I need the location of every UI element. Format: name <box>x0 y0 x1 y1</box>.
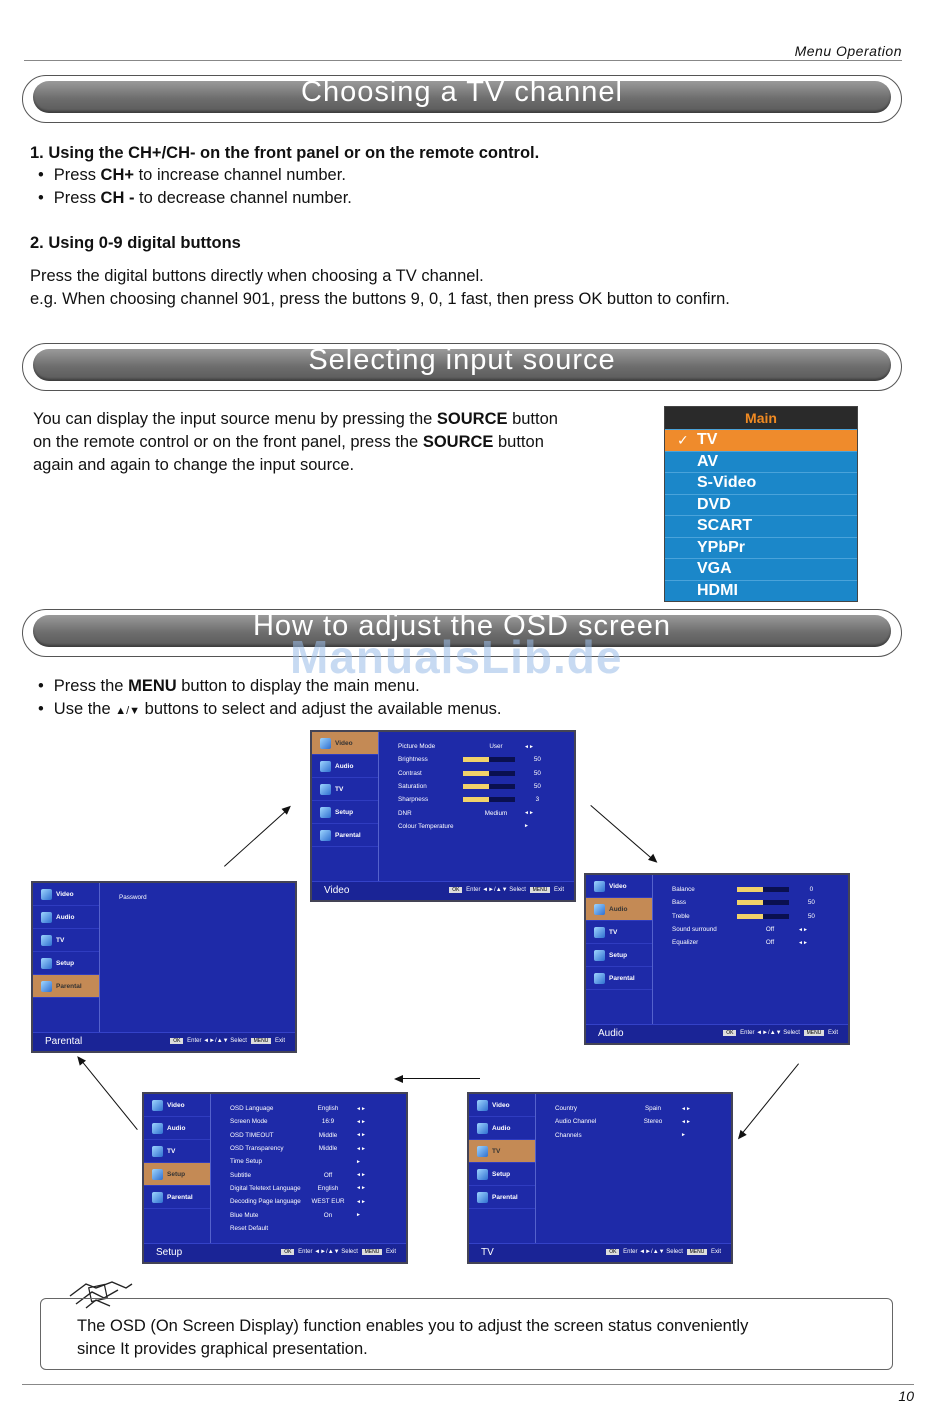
banner-title: Selecting input source <box>308 344 616 376</box>
osd-row[interactable] <box>230 1102 386 1115</box>
source-paragraph: You can display the input source menu by pressing the SOURCE button on the remote control or on the front panel, press the SOURCE button again and again to change the input source. <box>33 410 558 474</box>
osd-row-label: Brightness <box>398 756 428 764</box>
osd-menu-tv[interactable] <box>312 778 378 801</box>
osd-row-value: 50 <box>807 899 815 907</box>
audio-icon <box>477 1123 488 1134</box>
osd-menu-label: TV <box>335 785 344 793</box>
osd-row-value: 50 <box>533 756 541 764</box>
osd-menu-label: Setup <box>492 1170 511 1178</box>
osd-row-value: Off <box>323 1171 333 1179</box>
osd-row[interactable] <box>672 936 828 949</box>
osd-row[interactable] <box>672 923 828 936</box>
osd-key-hints: OK Enter ◄►/▲▼ Select MENU Exit <box>279 1249 396 1255</box>
source-item-dvd[interactable]: DVD <box>665 494 857 516</box>
source-menu-title: Main <box>665 407 857 429</box>
osd-note-box <box>40 1298 893 1370</box>
page-number: 10 <box>898 1388 914 1404</box>
osd-footer <box>469 1243 731 1262</box>
osd-slider[interactable] <box>463 797 515 802</box>
adjust-arrows-icon[interactable]: ◄► <box>356 1118 366 1125</box>
audio-icon <box>152 1123 163 1134</box>
osd-row-value: User <box>489 743 503 751</box>
parental-icon <box>41 981 52 992</box>
osd-row[interactable] <box>230 1195 386 1208</box>
osd-row-value: 3 <box>535 796 540 804</box>
osd-menu-label: Video <box>492 1101 510 1109</box>
osd-row-value: 50 <box>533 769 541 777</box>
banner-title: How to adjust the OSD screen <box>252 610 672 642</box>
setup-icon <box>152 1169 163 1180</box>
osd-row-value: 50 <box>533 783 541 791</box>
osd-row[interactable] <box>230 1155 386 1168</box>
osd-row[interactable] <box>230 1222 386 1235</box>
osd-menu-label: Audio <box>56 913 75 921</box>
setup-icon <box>594 950 605 961</box>
osd-tv-screen <box>467 1092 733 1264</box>
osd-menu-tv[interactable] <box>33 929 99 952</box>
osd-row-value: 50 <box>807 912 815 920</box>
digital-para-2: e.g. When choosing channel 901, press the buttons 9, 0, 1 fast, then press OK button to confirn. <box>30 290 730 308</box>
banner-choosing-channel <box>22 75 902 123</box>
osd-parental-screen <box>31 881 297 1053</box>
osd-footer <box>586 1024 848 1043</box>
adjust-arrows-icon[interactable]: ► <box>524 823 529 830</box>
bullet-ch-plus: • Press CH+ to increase channel number. <box>38 166 346 185</box>
osd-row-label: Sound surround <box>672 926 717 934</box>
osd-menu-video[interactable] <box>469 1094 535 1117</box>
osd-sidebar <box>144 1094 211 1244</box>
osd-menu-parental[interactable] <box>469 1186 535 1209</box>
osd-menu-label: TV <box>609 928 618 936</box>
osd-footer <box>33 1032 295 1051</box>
osd-row-value: Middle <box>318 1131 338 1139</box>
osd-menu-label: Video <box>56 890 74 898</box>
video-icon <box>320 738 331 749</box>
tv-icon <box>320 784 331 795</box>
source-item-svideo[interactable]: S-Video <box>665 472 857 494</box>
watermark: ManualsLib.de <box>290 631 623 683</box>
osd-menu-tv[interactable] <box>469 1140 535 1163</box>
osd-row[interactable] <box>230 1182 386 1195</box>
section-header: Menu Operation <box>794 43 902 59</box>
bullet-arrows: • Use the ▲/▼ buttons to select and adjust the available menus. <box>38 700 501 719</box>
tv-icon <box>477 1146 488 1157</box>
osd-content <box>555 1102 711 1142</box>
osd-video-screen <box>310 730 576 902</box>
osd-row-value: WEST EUR <box>311 1198 345 1206</box>
audio-icon <box>320 761 331 772</box>
osd-menu-parental[interactable] <box>312 824 378 847</box>
osd-menu-tv[interactable] <box>586 921 652 944</box>
audio-icon <box>41 912 52 923</box>
osd-menu-video[interactable] <box>144 1094 210 1117</box>
adjust-arrows-icon[interactable]: ◄► <box>798 939 808 946</box>
osd-audio-screen <box>584 873 850 1045</box>
osd-row[interactable] <box>398 780 554 793</box>
osd-row-value: Middle <box>318 1145 338 1153</box>
osd-menu-parental[interactable] <box>586 967 652 990</box>
osd-row-value: Off <box>765 926 775 934</box>
osd-key-hints: OK Enter ◄►/▲▼ Select MENU Exit <box>447 887 564 893</box>
osd-menu-audio[interactable] <box>312 755 378 778</box>
osd-menu-video[interactable] <box>33 883 99 906</box>
source-item-ypbpr[interactable]: YPbPr <box>665 537 857 559</box>
osd-row[interactable] <box>398 820 554 833</box>
osd-row-label: Saturation <box>398 783 427 791</box>
footer-divider <box>22 1384 914 1385</box>
adjust-arrows-icon[interactable]: ◄► <box>356 1145 366 1152</box>
osd-slider[interactable] <box>463 771 515 776</box>
osd-row-label: Contrast <box>398 769 422 777</box>
osd-row-label: Digital Teletext Language <box>230 1184 301 1192</box>
osd-row[interactable] <box>230 1142 386 1155</box>
osd-row-label: Password <box>119 894 147 902</box>
osd-row[interactable] <box>230 1129 386 1142</box>
video-icon <box>152 1100 163 1111</box>
osd-row[interactable] <box>230 1208 386 1221</box>
osd-menu-setup[interactable] <box>33 952 99 975</box>
osd-menu-audio[interactable] <box>33 906 99 929</box>
source-item-hdmi[interactable]: HDMI <box>665 580 857 602</box>
osd-slider[interactable] <box>463 757 515 762</box>
heading-ch-buttons: 1. Using the CH+/CH- on the front panel or on the remote control. <box>30 144 540 162</box>
arrow-parental-to-video <box>224 807 290 867</box>
tv-icon <box>152 1146 163 1157</box>
osd-menu-label: Parental <box>492 1193 518 1201</box>
banner-input-source <box>22 343 902 391</box>
arrow-video-to-audio <box>590 805 656 862</box>
osd-row-label: OSD Language <box>230 1105 274 1113</box>
source-item-av[interactable]: AV <box>665 451 857 473</box>
osd-menu-audio[interactable] <box>469 1117 535 1140</box>
osd-menu-label: Setup <box>609 951 628 959</box>
osd-row-label: Blue Mute <box>230 1211 259 1219</box>
osd-menu-label: Audio <box>167 1124 186 1132</box>
parental-icon <box>320 830 331 841</box>
osd-sidebar <box>312 732 379 882</box>
osd-menu-label: Video <box>335 739 353 747</box>
osd-row-value: Off <box>765 939 775 947</box>
osd-menu-setup[interactable] <box>144 1163 210 1186</box>
osd-row-label: OSD TIMEOUT <box>230 1131 274 1139</box>
osd-row[interactable] <box>230 1168 386 1181</box>
osd-row[interactable] <box>672 910 828 923</box>
tv-icon <box>41 935 52 946</box>
banner-title: Choosing a TV channel <box>301 76 623 108</box>
osd-row[interactable] <box>672 883 828 896</box>
adjust-arrows-icon[interactable]: ◄► <box>356 1185 366 1192</box>
osd-row[interactable] <box>555 1129 711 1142</box>
osd-row-label: Bass <box>672 899 686 907</box>
osd-menu-name: Audio <box>598 1028 624 1039</box>
adjust-arrows-icon[interactable]: ◄► <box>524 743 534 750</box>
osd-key-hints: OK Enter ◄►/▲▼ Select MENU Exit <box>721 1030 838 1036</box>
osd-row[interactable] <box>398 767 554 780</box>
osd-row[interactable] <box>398 806 554 819</box>
osd-menu-label: Setup <box>56 959 75 967</box>
adjust-arrows-icon[interactable]: ◄► <box>524 810 534 817</box>
adjust-arrows-icon[interactable]: ◄► <box>356 1198 366 1205</box>
digital-para-1: Press the digital buttons directly when choosing a TV channel. <box>30 267 484 285</box>
osd-row-label: Reset Default <box>230 1224 269 1232</box>
osd-row-label: Equalizer <box>672 939 699 947</box>
osd-menu-label: Audio <box>335 762 354 770</box>
osd-menu-name: TV <box>481 1247 494 1258</box>
osd-row-label: Treble <box>672 912 690 920</box>
osd-row-label: OSD Transparency <box>230 1145 284 1153</box>
osd-footer <box>312 881 574 900</box>
osd-menu-label: Audio <box>492 1124 511 1132</box>
osd-menu-label: Parental <box>56 982 82 990</box>
osd-menu-label: TV <box>56 936 65 944</box>
osd-content <box>672 883 828 949</box>
osd-menu-label: Video <box>609 882 627 890</box>
adjust-arrows-icon[interactable]: ► <box>681 1132 686 1139</box>
arrow-audio-to-tv <box>738 1063 799 1137</box>
osd-key-hints: OK Enter ◄►/▲▼ Select MENU Exit <box>604 1249 721 1255</box>
adjust-arrows-icon[interactable]: ◄► <box>356 1105 366 1112</box>
osd-menu-name: Setup <box>156 1247 183 1258</box>
adjust-arrows-icon[interactable]: ◄► <box>681 1105 691 1112</box>
source-menu <box>664 406 858 602</box>
osd-row[interactable] <box>555 1102 711 1115</box>
osd-menu-name: Video <box>324 885 350 896</box>
osd-slider[interactable] <box>737 900 789 905</box>
adjust-arrows-icon[interactable]: ◄► <box>681 1118 691 1125</box>
bullet-menu: • Press the MENU button to display the main menu. <box>38 677 420 696</box>
source-item-vga[interactable]: VGA <box>665 558 857 580</box>
video-icon <box>41 889 52 900</box>
adjust-arrows-icon[interactable]: ► <box>356 1212 361 1219</box>
arrow-setup-to-parental <box>78 1057 137 1130</box>
parental-icon <box>477 1192 488 1203</box>
setup-icon <box>477 1169 488 1180</box>
osd-row-label: Balance <box>672 886 695 894</box>
osd-row-label: Sharpness <box>398 796 429 804</box>
source-item-scart[interactable]: SCART <box>665 515 857 537</box>
osd-row-value: Medium <box>484 809 508 817</box>
osd-row-value: English <box>317 1105 339 1113</box>
osd-content <box>119 891 275 904</box>
osd-content <box>398 740 554 833</box>
osd-menu-setup[interactable] <box>312 801 378 824</box>
osd-menu-audio[interactable] <box>144 1117 210 1140</box>
osd-slider[interactable] <box>737 914 789 919</box>
osd-row[interactable] <box>119 891 275 904</box>
osd-menu-setup[interactable] <box>586 944 652 967</box>
osd-row-label: Screen Mode <box>230 1118 268 1126</box>
osd-sidebar <box>469 1094 536 1244</box>
parental-icon <box>594 973 605 984</box>
osd-menu-tv[interactable] <box>144 1140 210 1163</box>
osd-row-label: Subtitle <box>230 1171 252 1179</box>
bullet-ch-minus: • Press CH - to decrease channel number. <box>38 189 352 208</box>
osd-menu-label: Parental <box>335 831 361 839</box>
osd-row[interactable] <box>230 1115 386 1128</box>
osd-menu-audio[interactable] <box>586 898 652 921</box>
parental-icon <box>152 1192 163 1203</box>
osd-menu-label: Setup <box>167 1170 186 1178</box>
osd-row[interactable] <box>672 896 828 909</box>
osd-row-value: 0 <box>809 886 814 894</box>
osd-row-label: Time Setup <box>230 1158 262 1166</box>
setup-icon <box>320 807 331 818</box>
osd-menu-parental[interactable] <box>33 975 99 998</box>
osd-menu-parental[interactable] <box>144 1186 210 1209</box>
osd-key-hints: OK Enter ◄►/▲▼ Select MENU Exit <box>168 1038 285 1044</box>
osd-row-value: Spain <box>644 1105 662 1113</box>
adjust-arrows-icon[interactable]: ► <box>356 1158 361 1165</box>
osd-menu-label: Audio <box>609 905 628 913</box>
tv-icon <box>594 927 605 938</box>
osd-slider[interactable] <box>463 784 515 789</box>
audio-icon <box>594 904 605 915</box>
note-line-1: The OSD (On Screen Display) function enables you to adjust the screen status conveniently <box>77 1317 749 1335</box>
osd-row-value: English <box>317 1184 339 1192</box>
osd-menu-label: TV <box>492 1147 501 1155</box>
setup-icon <box>41 958 52 969</box>
osd-menu-label: Parental <box>609 974 635 982</box>
video-icon <box>594 881 605 892</box>
osd-row-value: 16:9 <box>321 1118 335 1126</box>
arrow-tv-to-setup <box>396 1078 480 1079</box>
adjust-arrows-icon[interactable]: ◄► <box>798 926 808 933</box>
osd-menu-video[interactable] <box>586 875 652 898</box>
osd-setup-screen <box>142 1092 408 1264</box>
osd-row-value: Stereo <box>643 1118 663 1126</box>
osd-sidebar <box>33 883 100 1033</box>
osd-menu-setup[interactable] <box>469 1163 535 1186</box>
adjust-arrows-icon[interactable]: ◄► <box>356 1132 366 1139</box>
osd-menu-label: Setup <box>335 808 354 816</box>
heading-digital-buttons: 2. Using 0-9 digital buttons <box>30 234 241 252</box>
header-divider <box>24 60 902 61</box>
osd-menu-label: Video <box>167 1101 185 1109</box>
osd-slider[interactable] <box>737 887 789 892</box>
osd-row-label: Decoding Page language <box>230 1198 301 1206</box>
osd-footer <box>144 1243 406 1262</box>
osd-row-label: Colour Temperature <box>398 822 454 830</box>
osd-menu-video[interactable] <box>312 732 378 755</box>
osd-row[interactable] <box>555 1115 711 1128</box>
osd-sidebar <box>586 875 653 1025</box>
osd-menu-label: Parental <box>167 1193 193 1201</box>
osd-row-label: DNR <box>398 809 412 817</box>
osd-row[interactable] <box>398 753 554 766</box>
osd-row-value: On <box>323 1211 333 1219</box>
osd-row[interactable] <box>398 793 554 806</box>
osd-row-label: Audio Channel <box>555 1118 597 1126</box>
osd-row-label: Country <box>555 1105 578 1113</box>
osd-row-label: Channels <box>555 1131 582 1139</box>
video-icon <box>477 1100 488 1111</box>
osd-row-label: Picture Mode <box>398 743 436 751</box>
osd-row[interactable] <box>398 740 554 753</box>
osd-menu-name: Parental <box>45 1036 83 1047</box>
osd-content <box>230 1102 386 1235</box>
source-item-tv[interactable]: ✓ TV <box>665 429 857 451</box>
osd-menu-label: TV <box>167 1147 176 1155</box>
note-line-2: since It provides graphical presentation. <box>77 1340 368 1358</box>
adjust-arrows-icon[interactable]: ◄► <box>356 1172 366 1179</box>
